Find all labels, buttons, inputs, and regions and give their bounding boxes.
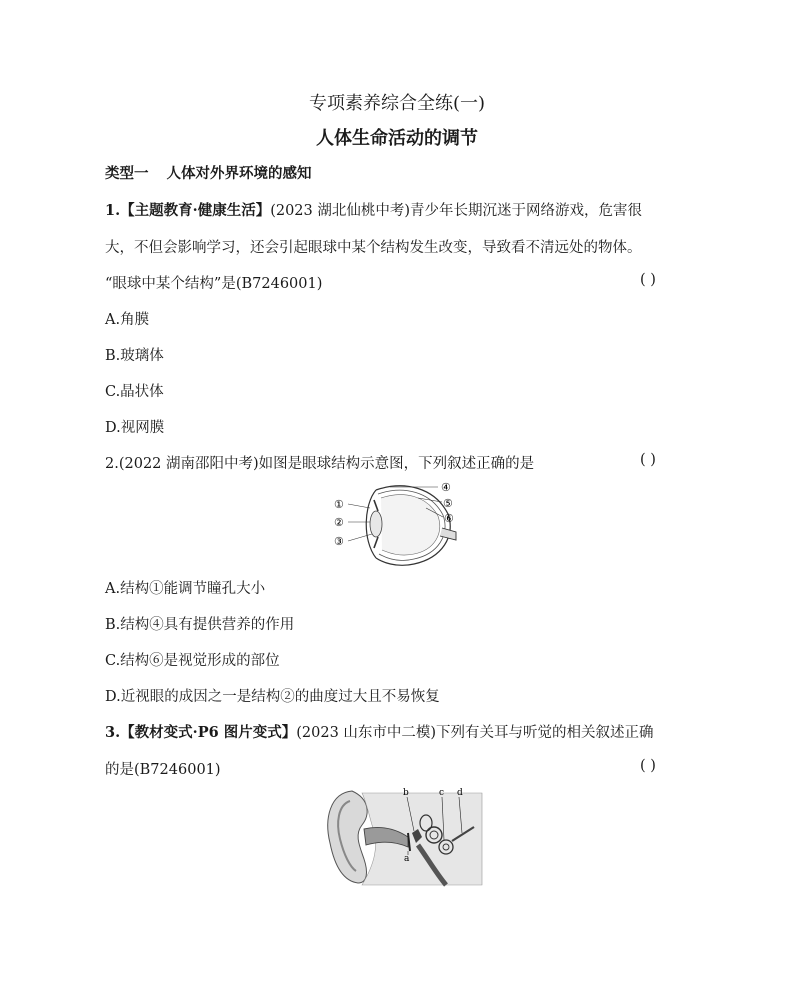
q3-line1	[105, 721, 654, 742]
q2-option-b: B.结构④具有提供营养的作用	[105, 617, 295, 633]
q2-option-a: A.结构①能调节瞳孔大小	[105, 581, 266, 597]
page-subtitle: 人体生命活动的调节	[316, 128, 478, 149]
section-heading	[105, 162, 312, 183]
q1-option-b: B.玻璃体	[105, 348, 164, 364]
q1-line2: 大，不但会影响学习，还会引起眼球中某个结构发生改变，导致看不清远处的物体。	[105, 240, 642, 256]
eye-label-2: ②	[334, 516, 344, 529]
ear-label-a: a	[404, 854, 410, 864]
q1-option-c: C.晶状体	[105, 384, 164, 400]
q1-option-d: D.视网膜	[105, 420, 165, 436]
q1-source: (2023 湖北仙桃中考)	[270, 203, 411, 219]
eye-label-6: ⑥	[444, 512, 454, 525]
eye-label-5: ⑤	[443, 497, 453, 510]
q1-text1: 青少年长期沉迷于网络游戏，危害很	[410, 203, 643, 219]
page-title: 专项素养综合全练(一)	[308, 93, 486, 114]
section-text: 人体对外界环境的感知	[166, 165, 312, 182]
q1-number: 1.	[105, 202, 121, 219]
ear-label-b: b	[403, 788, 409, 798]
eye-label-4: ④	[441, 481, 451, 494]
section-label: 类型一	[105, 165, 149, 182]
eye-label-3: ③	[334, 535, 344, 548]
q1-answer-paren: ( )	[640, 272, 656, 288]
q2-answer-paren: ( )	[640, 452, 656, 468]
q1-tag: 【主题教育·健康生活】	[120, 202, 271, 219]
q2-option-d: D.近视眼的成因之一是结构②的曲度过大且不易恢复	[105, 689, 440, 705]
q1-option-a: A.角膜	[105, 312, 150, 328]
ear-diagram	[322, 785, 484, 887]
eye-label-1: ①	[334, 498, 344, 511]
q3-line2: 的是(B7246001)	[105, 762, 221, 778]
q3-tag: 【教材变式·P6 图片变式】	[120, 724, 297, 741]
q1-line3: “眼球中某个结构”是(B7246001)	[105, 276, 323, 292]
q2-line1: 2.(2022 湖南邵阳中考)如图是眼球结构示意图，下列叙述正确的是	[105, 456, 535, 472]
q2-option-c: C.结构⑥是视觉形成的部位	[105, 653, 280, 669]
ear-label-c: c	[439, 788, 445, 798]
eye-diagram	[330, 478, 465, 566]
q3-answer-paren: ( )	[640, 758, 656, 774]
ear-label-d: d	[457, 788, 463, 798]
q1-line1	[105, 199, 642, 220]
q3-text1: (2023 山东市中二模)下列有关耳与听觉的相关叙述正确	[296, 725, 654, 741]
q3-number: 3.	[105, 724, 121, 741]
